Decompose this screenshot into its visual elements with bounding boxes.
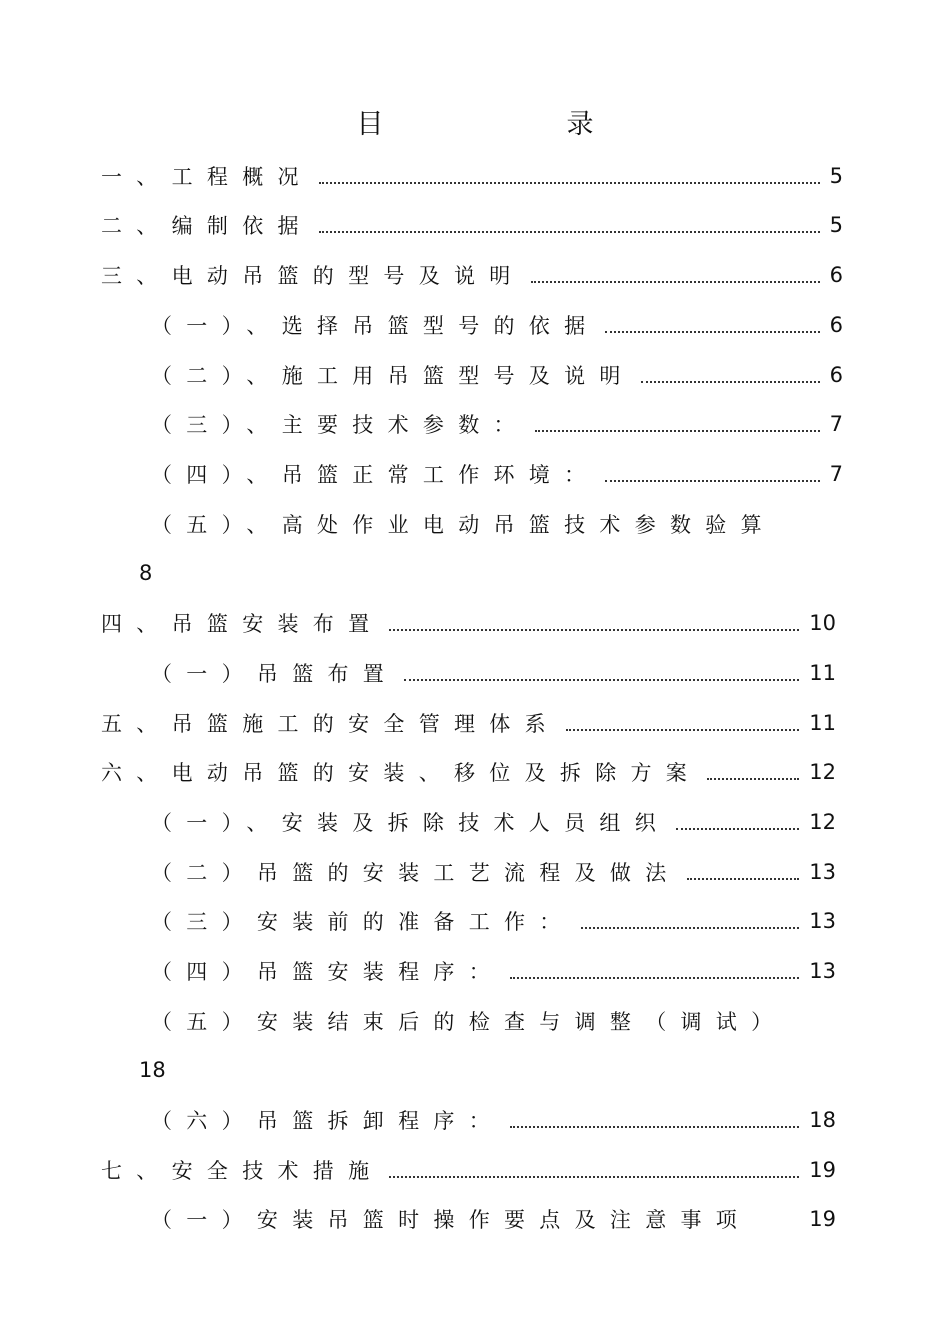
toc-entry[interactable] <box>151 1098 836 1142</box>
toc-dot-leader <box>566 729 799 731</box>
toc-entry[interactable] <box>101 203 843 247</box>
toc-entry-label: 六、电动吊篮的安装、移位及拆除方案 <box>101 761 702 785</box>
toc-entry[interactable] <box>101 253 843 297</box>
toc-entry[interactable] <box>151 949 836 993</box>
toc-entry-label: （一）吊篮布置 <box>151 662 399 686</box>
toc-dot-leader <box>605 480 819 482</box>
toc-page-number: 6 <box>829 263 843 287</box>
toc-page-number: 8 <box>139 561 153 585</box>
toc-entry[interactable] <box>151 502 843 546</box>
toc-dot-leader <box>676 828 799 830</box>
toc-entry-label: （二）、施工用吊篮型号及说明 <box>151 364 635 388</box>
toc-entry-label: 七、安全技术措施 <box>101 1159 384 1183</box>
toc-page-number: 13 <box>809 959 836 983</box>
toc-entry[interactable] <box>101 750 836 794</box>
toc-page-number: 7 <box>829 462 843 486</box>
toc-entry[interactable] <box>101 601 836 645</box>
toc-dot-leader <box>510 977 799 979</box>
toc-dot-leader <box>319 231 820 233</box>
toc-entry[interactable] <box>151 651 836 695</box>
toc-entry[interactable] <box>151 402 843 446</box>
toc-dot-leader <box>531 281 820 283</box>
toc-entry-label: 一、工程概况 <box>101 165 313 189</box>
toc-dot-leader <box>641 381 820 383</box>
toc-page-number: 13 <box>809 860 836 884</box>
toc-entry-label: （一）、选择吊篮型号的依据 <box>151 314 600 338</box>
toc-entry[interactable] <box>151 303 843 347</box>
toc-entry-label: 三、电动吊篮的型号及说明 <box>101 264 525 288</box>
toc-entry-label: （三）安装前的准备工作： <box>151 910 575 934</box>
toc-entry[interactable] <box>151 850 836 894</box>
toc-dot-leader <box>389 1176 799 1178</box>
toc-dot-leader <box>510 1126 799 1128</box>
toc-dot-leader <box>605 331 819 333</box>
toc-entry[interactable] <box>151 999 836 1043</box>
toc-entry[interactable] <box>151 1197 836 1241</box>
toc-dot-leader <box>535 430 820 432</box>
toc-entry[interactable] <box>151 800 836 844</box>
toc-page-number: 12 <box>809 810 836 834</box>
toc-page-number: 11 <box>809 661 836 685</box>
toc-dot-leader <box>404 679 799 681</box>
toc-page-number: 5 <box>829 213 843 237</box>
toc-entry-label: （二）吊篮的安装工艺流程及做法 <box>151 861 681 885</box>
toc-entry-label: 二、编制依据 <box>101 214 313 238</box>
toc-dot-leader <box>687 878 800 880</box>
toc-entry[interactable] <box>151 452 843 496</box>
toc-entry-label: （五）、高处作业电动吊篮技术参数验算 <box>151 513 776 537</box>
toc-entry-label: （一）、安装及拆除技术人员组织 <box>151 811 670 835</box>
toc-entry-label: 五、吊篮施工的安全管理体系 <box>101 712 560 736</box>
toc-entry[interactable] <box>151 899 836 943</box>
toc-entry[interactable] <box>101 154 843 198</box>
toc-entry-label: （三）、主要技术参数： <box>151 413 529 437</box>
toc-entry[interactable] <box>101 1148 836 1192</box>
toc-entry-label: （四）吊篮安装程序： <box>151 960 504 984</box>
toc-page-number: 7 <box>829 412 843 436</box>
toc-entry-label: （六）吊篮拆卸程序： <box>151 1109 504 1133</box>
toc-page-number: 6 <box>829 363 843 387</box>
toc-entry-label: （四）、吊篮正常工作环境： <box>151 463 600 487</box>
toc-page-number: 11 <box>809 711 836 735</box>
toc-dot-leader <box>319 182 820 184</box>
toc-dot-leader <box>581 927 800 929</box>
toc-page-number: 18 <box>139 1058 166 1082</box>
toc-page-number: 13 <box>809 909 836 933</box>
toc-page-number: 18 <box>809 1108 836 1132</box>
toc-entry-label: 四、吊篮安装布置 <box>101 612 384 636</box>
toc-dot-leader <box>707 778 799 780</box>
toc-entry[interactable] <box>101 701 836 745</box>
toc-page-number: 10 <box>809 611 836 635</box>
toc-page-number: 6 <box>829 313 843 337</box>
toc-entry-label: （五）安装结束后的检查与调整（调试） <box>151 1010 787 1034</box>
toc-page-number: 19 <box>809 1158 836 1182</box>
toc-page-number: 19 <box>809 1207 836 1231</box>
page-title: 目 录 <box>356 109 672 140</box>
toc-page-number: 12 <box>809 760 836 784</box>
toc-entry[interactable] <box>151 353 843 397</box>
toc-entry-label: （一）安装吊篮时操作要点及注意事项 <box>151 1208 752 1232</box>
toc-page-number: 5 <box>829 164 843 188</box>
toc-dot-leader <box>389 629 799 631</box>
